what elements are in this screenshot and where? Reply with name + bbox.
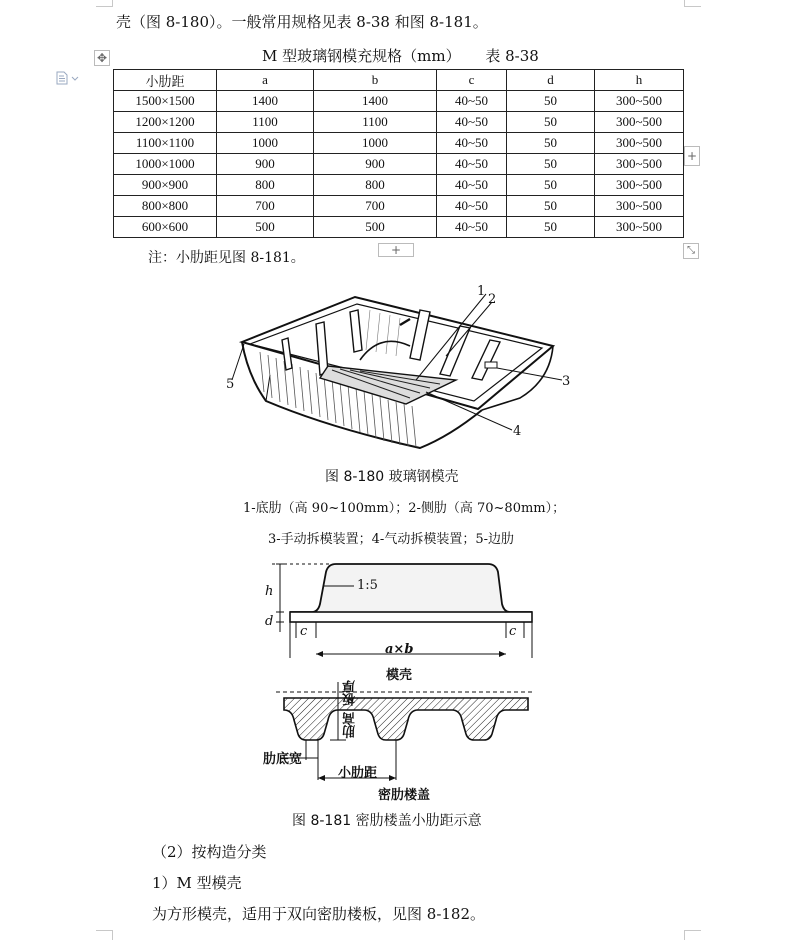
fig180-legend-line-2: 3-手动拆模装置；4-气动拆模装置；5-边肋 <box>268 532 514 547</box>
table-cell: 40~50 <box>437 133 507 154</box>
table-cell: 40~50 <box>437 154 507 175</box>
margin-mark-top-right <box>684 0 701 7</box>
fig180-callout-4: 4 <box>513 424 522 439</box>
table-move-handle[interactable]: ✥ <box>94 50 110 66</box>
table-cell: 40~50 <box>437 91 507 112</box>
header-cell: 小肋距 <box>114 70 217 91</box>
table-cell: 1400 <box>217 91 314 112</box>
table-cell: 40~50 <box>437 217 507 238</box>
table-header-row <box>114 70 684 91</box>
table-cell: 500 <box>314 217 437 238</box>
table-cell: 300~500 <box>595 196 684 217</box>
fig180-callout-1: 1 <box>477 284 486 299</box>
table-cell: 40~50 <box>437 112 507 133</box>
fig181-small-rib-spacing-label: 小肋距 <box>338 766 378 781</box>
table-cell: 300~500 <box>595 112 684 133</box>
paragraph-options-icon[interactable] <box>56 70 80 84</box>
spec-table <box>113 69 684 238</box>
table-cell: 50 <box>507 175 595 196</box>
margin-mark-top-left <box>96 0 113 7</box>
table-cell: 800 <box>217 175 314 196</box>
table-cell: 900 <box>217 154 314 175</box>
fig181-slab-drawing <box>270 680 540 790</box>
fig181-caption: 图 8-181 密肋楼盖小肋距示意 <box>292 813 482 829</box>
table-cell: 700 <box>314 196 437 217</box>
table-label: 表 8-38 <box>485 47 539 65</box>
section-heading: （2）按构造分类 <box>152 843 267 861</box>
fig181-plate-thickness-label: 板厚 <box>343 680 358 706</box>
table-row <box>114 91 684 112</box>
table-cell: 50 <box>507 196 595 217</box>
table-cell: 300~500 <box>595 175 684 196</box>
table-cell: 300~500 <box>595 91 684 112</box>
table-row <box>114 217 684 238</box>
table-resize-handle[interactable]: ⤡ <box>683 243 699 259</box>
table-row <box>114 133 684 154</box>
table-title <box>262 45 539 66</box>
fig181-rib-bottom-width-label: 肋底宽 <box>263 752 303 767</box>
fig181-h-label: h <box>265 584 274 599</box>
header-cell: d <box>507 70 595 91</box>
table-cell: 600×600 <box>114 217 217 238</box>
table-cell: 800×800 <box>114 196 217 217</box>
sub-heading: 1）M 型模壳 <box>152 874 242 892</box>
table-cell: 50 <box>507 91 595 112</box>
table-cell: 40~50 <box>437 175 507 196</box>
table-cell: 1000×1000 <box>114 154 217 175</box>
table-row <box>114 112 684 133</box>
fig181-rib-height-label: 肋高 <box>343 712 358 738</box>
table-cell: 300~500 <box>595 133 684 154</box>
table-row <box>114 154 684 175</box>
table-cell: 1400 <box>314 91 437 112</box>
table-row <box>114 175 684 196</box>
table-cell: 40~50 <box>437 196 507 217</box>
table-cell: 1500×1500 <box>114 91 217 112</box>
table-cell: 50 <box>507 133 595 154</box>
table-title-text: M 型玻璃钢模充规格（mm） <box>262 47 461 65</box>
table-cell: 300~500 <box>595 217 684 238</box>
fig181-d-label: d <box>265 614 274 629</box>
fig181-c-right-label: c <box>509 624 517 639</box>
intro-paragraph: 壳（图 8-180）。一般常用规格见表 8-38 和图 8-181。 <box>116 13 488 31</box>
header-cell: a <box>217 70 314 91</box>
table-cell: 50 <box>507 154 595 175</box>
fig180-legend-line-1: 1-底肋（高 90~100mm）；2-侧肋（高 70~80mm）； <box>243 501 566 516</box>
table-cell: 300~500 <box>595 154 684 175</box>
fig180-callout-5: 5 <box>226 377 235 392</box>
header-cell: h <box>595 70 684 91</box>
header-cell: c <box>437 70 507 91</box>
table-cell: 50 <box>507 217 595 238</box>
table-row <box>114 196 684 217</box>
fig181-c-left-label: c <box>300 624 308 639</box>
table-cell: 1100 <box>217 112 314 133</box>
table-cell: 50 <box>507 112 595 133</box>
header-cell: b <box>314 70 437 91</box>
table-cell: 1100 <box>314 112 437 133</box>
fig180-callout-3: 3 <box>562 374 571 389</box>
fig180-shell-drawing <box>220 280 580 460</box>
table-note: 注：小肋距见图 8-181。 <box>148 250 305 266</box>
table-cell: 500 <box>217 217 314 238</box>
table-cell: 700 <box>217 196 314 217</box>
table-cell: 1100×1100 <box>114 133 217 154</box>
fig181-slope-label: 1:5 <box>357 578 378 593</box>
table-cell: 900 <box>314 154 437 175</box>
fig181-slab-label: 密肋楼盖 <box>378 788 431 803</box>
fig181-shell-label: 模壳 <box>386 668 413 683</box>
add-row-button[interactable]: + <box>378 243 414 257</box>
table-cell: 1200×1200 <box>114 112 217 133</box>
fig180-callout-2: 2 <box>488 292 497 307</box>
table-cell: 1000 <box>314 133 437 154</box>
table-cell: 900×900 <box>114 175 217 196</box>
fig181-axb-label: a×b <box>385 642 414 657</box>
fig180-caption: 图 8-180 玻璃钢模壳 <box>325 469 459 485</box>
body-paragraph: 为方形模壳，适用于双向密肋楼板，见图 8-182。 <box>152 905 486 923</box>
table-cell: 1000 <box>217 133 314 154</box>
add-column-button[interactable]: + <box>684 146 700 166</box>
table-cell: 800 <box>314 175 437 196</box>
